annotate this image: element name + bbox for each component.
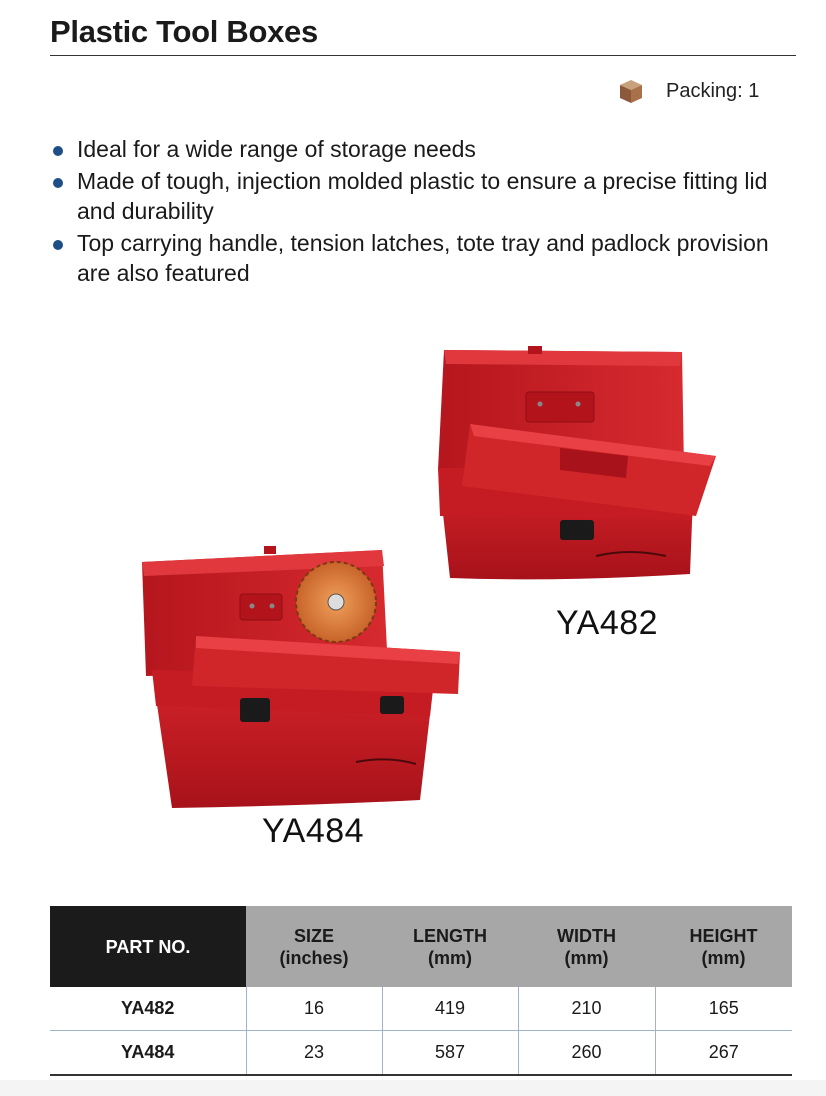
model-label-ya482: YA482 xyxy=(556,604,659,642)
cell-size: 16 xyxy=(246,987,382,1031)
cell-width: 260 xyxy=(518,1031,655,1076)
cell-height: 267 xyxy=(655,1031,792,1076)
table-row xyxy=(50,1031,792,1076)
column-header-height: HEIGHT (mm) xyxy=(655,906,792,987)
toolbox-ya484-image xyxy=(142,546,460,808)
page-title: Plastic Tool Boxes xyxy=(50,14,318,49)
toolbox-ya482-image xyxy=(438,346,716,579)
column-header-part-no: PART NO. xyxy=(50,906,246,987)
cell-length: 419 xyxy=(382,987,518,1031)
model-label-ya484: YA484 xyxy=(262,812,365,850)
packing-label: Packing: 1 xyxy=(666,79,760,102)
column-header-width: WIDTH (mm) xyxy=(518,906,655,987)
feature-text: Top carrying handle, tension latches, tote tray and padlock provision are also featured xyxy=(77,229,769,286)
table-row xyxy=(50,987,792,1031)
table-header-row xyxy=(50,906,792,987)
cell-size: 23 xyxy=(246,1031,382,1076)
column-header-size: SIZE (inches) xyxy=(246,906,382,987)
feature-text: Made of tough, injection molded plastic to ensure a precise fitting lid and durability xyxy=(77,167,768,224)
feature-text: Ideal for a wide range of storage needs xyxy=(77,136,476,162)
page-footer-strip xyxy=(0,1080,826,1096)
cell-part-no: YA484 xyxy=(50,1031,246,1076)
cell-width: 210 xyxy=(518,987,655,1031)
cell-height: 165 xyxy=(655,987,792,1031)
specs-table xyxy=(50,906,792,1076)
cell-part-no: YA482 xyxy=(50,987,246,1031)
cell-length: 587 xyxy=(382,1031,518,1076)
column-header-length: LENGTH (mm) xyxy=(382,906,518,987)
